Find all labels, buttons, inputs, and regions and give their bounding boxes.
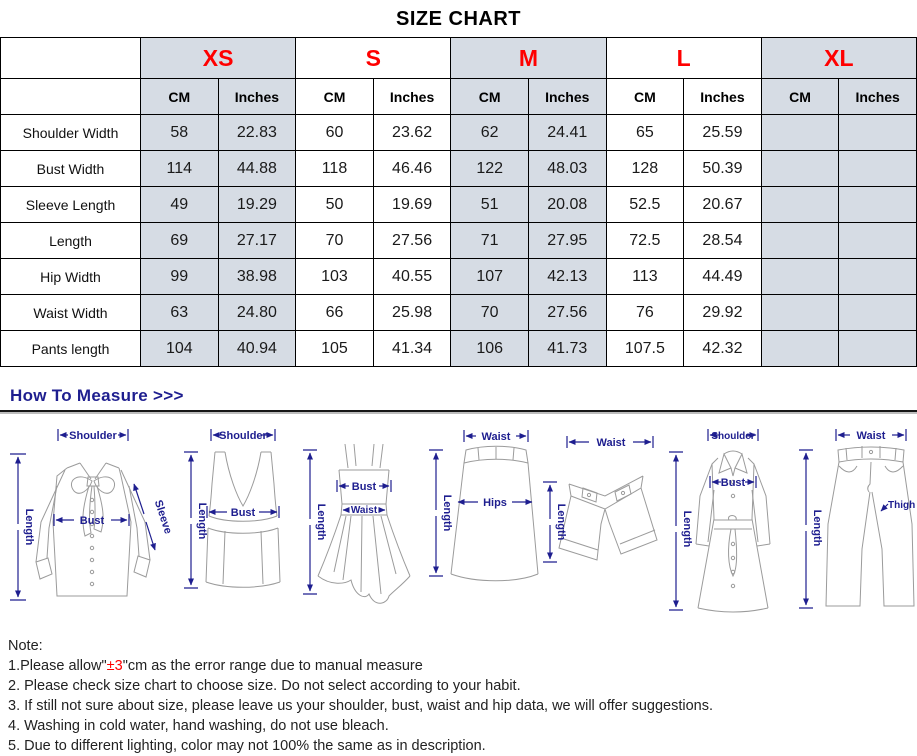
label-hips: Hips (483, 497, 507, 509)
value-cell: 99 (141, 259, 219, 295)
label-waist: Waist (481, 431, 511, 443)
value-cell (839, 295, 917, 331)
value-cell: 42.13 (528, 259, 606, 295)
table-row (1, 187, 917, 223)
value-cell: 24.80 (218, 295, 296, 331)
table-row (1, 115, 917, 151)
corner-cell (1, 38, 141, 79)
how-to-measure-heading: How To Measure >>> (10, 386, 184, 405)
value-cell: 25.59 (684, 115, 762, 151)
value-cell: 106 (451, 331, 529, 367)
blouse-drawing (6, 424, 181, 622)
row-label-cell: Pants length (1, 331, 141, 367)
coat-drawing (666, 424, 796, 622)
note-line-4: 4. Washing in cold water, hand washing, do not use bleach. (8, 718, 389, 734)
label-length: Length (196, 502, 208, 540)
unit-header-cell: Inches (684, 79, 762, 115)
unit-header-cell: CM (296, 79, 374, 115)
value-cell: 38.98 (218, 259, 296, 295)
value-cell: 105 (296, 331, 374, 367)
size-table (0, 37, 917, 367)
label-bust: Bust (720, 477, 746, 489)
value-cell: 60 (296, 115, 374, 151)
pants-drawing (796, 424, 916, 622)
notes-heading: Note: (8, 638, 43, 654)
value-cell: 40.55 (373, 259, 451, 295)
size-header-row (1, 38, 917, 79)
table-row (1, 295, 917, 331)
value-cell: 69 (141, 223, 219, 259)
value-cell: 50.39 (684, 151, 762, 187)
note-line-1-tolerance: ±3 (106, 658, 123, 674)
note-line-5: 5. Due to different lighting, color may not 100% the same as in description. (8, 738, 486, 754)
note-line-1 (8, 656, 917, 676)
value-cell: 24.41 (528, 115, 606, 151)
label-bust: Bust (79, 515, 105, 527)
unit-header-cell: Inches (373, 79, 451, 115)
value-cell: 41.34 (373, 331, 451, 367)
size-header-m: M (451, 38, 606, 79)
value-cell: 20.67 (684, 187, 762, 223)
value-cell (839, 259, 917, 295)
value-cell: 44.49 (684, 259, 762, 295)
value-cell: 27.56 (528, 295, 606, 331)
divider-rule (0, 410, 917, 414)
label-bust: Bust (230, 507, 256, 519)
value-cell: 27.95 (528, 223, 606, 259)
unit-header-cell: Inches (218, 79, 296, 115)
value-cell: 27.56 (373, 223, 451, 259)
value-cell: 107.5 (606, 331, 684, 367)
label-thigh: Thigh (888, 500, 916, 511)
value-cell: 63 (141, 295, 219, 331)
value-cell (839, 223, 917, 259)
label-length: Length (23, 508, 35, 546)
corner-cell (1, 79, 141, 115)
value-cell: 76 (606, 295, 684, 331)
label-waist: Waist (856, 430, 886, 442)
label-waist: Waist (596, 437, 626, 449)
value-cell: 70 (451, 295, 529, 331)
value-cell: 42.32 (684, 331, 762, 367)
tank-top-drawing (181, 424, 301, 622)
value-cell: 65 (606, 115, 684, 151)
value-cell: 22.83 (218, 115, 296, 151)
value-cell: 122 (451, 151, 529, 187)
label-waist: Waist (350, 505, 378, 516)
value-cell: 118 (296, 151, 374, 187)
label-length: Length (441, 494, 453, 532)
value-cell: 40.94 (218, 331, 296, 367)
value-cell: 23.62 (373, 115, 451, 151)
notes-section (8, 636, 917, 756)
label-length: Length (681, 510, 693, 548)
value-cell (761, 223, 839, 259)
value-cell: 29.92 (684, 295, 762, 331)
value-cell: 49 (141, 187, 219, 223)
label-sleeve: Sleeve (151, 498, 174, 536)
value-cell: 51 (451, 187, 529, 223)
value-cell: 41.73 (528, 331, 606, 367)
page-title: SIZE CHART (396, 8, 521, 30)
value-cell: 48.03 (528, 151, 606, 187)
value-cell: 20.08 (528, 187, 606, 223)
value-cell: 27.17 (218, 223, 296, 259)
note-line-3: 3. If still not sure about size, please leave us your shoulder, bust, waist and hip data, we will offer suggestions. (8, 698, 713, 714)
unit-header-row (1, 79, 917, 115)
label-bust: Bust (351, 481, 377, 493)
table-row (1, 331, 917, 367)
value-cell (839, 115, 917, 151)
value-cell (761, 187, 839, 223)
value-cell (761, 115, 839, 151)
dress-drawing (301, 424, 426, 622)
value-cell: 44.88 (218, 151, 296, 187)
value-cell (839, 151, 917, 187)
label-length: Length (811, 509, 823, 547)
label-shoulder: Shoulder (219, 430, 267, 442)
label-shoulder: Shoulder (711, 431, 755, 442)
value-cell: 70 (296, 223, 374, 259)
value-cell (761, 151, 839, 187)
table-row (1, 223, 917, 259)
value-cell: 103 (296, 259, 374, 295)
value-cell: 19.29 (218, 187, 296, 223)
row-label-cell: Sleeve Length (1, 187, 141, 223)
shorts-drawing (541, 424, 666, 622)
measure-diagrams (0, 424, 917, 624)
label-shoulder: Shoulder (69, 430, 117, 442)
unit-header-cell: Inches (839, 79, 917, 115)
value-cell (761, 331, 839, 367)
value-cell: 25.98 (373, 295, 451, 331)
label-length: Length (315, 503, 327, 541)
row-label-cell: Bust Width (1, 151, 141, 187)
value-cell: 71 (451, 223, 529, 259)
unit-header-cell: CM (451, 79, 529, 115)
value-cell: 128 (606, 151, 684, 187)
value-cell: 113 (606, 259, 684, 295)
value-cell: 104 (141, 331, 219, 367)
note-line-1-pre: 1.Please allow" (8, 658, 107, 674)
table-row (1, 151, 917, 187)
value-cell (839, 331, 917, 367)
size-header-s: S (296, 38, 451, 79)
size-header-xs: XS (141, 38, 296, 79)
unit-header-cell: CM (606, 79, 684, 115)
note-line-2: 2. Please check size chart to choose size. Do not select according to your habit. (8, 678, 521, 694)
unit-header-cell: CM (761, 79, 839, 115)
value-cell (839, 187, 917, 223)
value-cell: 72.5 (606, 223, 684, 259)
value-cell (761, 259, 839, 295)
size-header-xl: XL (761, 38, 916, 79)
value-cell: 114 (141, 151, 219, 187)
row-label-cell: Length (1, 223, 141, 259)
value-cell: 58 (141, 115, 219, 151)
value-cell (761, 295, 839, 331)
row-label-cell: Shoulder Width (1, 115, 141, 151)
value-cell: 52.5 (606, 187, 684, 223)
value-cell: 50 (296, 187, 374, 223)
label-length: Length (555, 503, 567, 541)
value-cell: 19.69 (373, 187, 451, 223)
note-line-1-post: "cm as the error range due to manual measure (122, 658, 423, 674)
value-cell: 28.54 (684, 223, 762, 259)
size-header-l: L (606, 38, 761, 79)
value-cell: 66 (296, 295, 374, 331)
row-label-cell: Waist Width (1, 295, 141, 331)
unit-header-cell: CM (141, 79, 219, 115)
row-label-cell: Hip Width (1, 259, 141, 295)
value-cell: 107 (451, 259, 529, 295)
table-row (1, 259, 917, 295)
skirt-drawing (426, 424, 541, 622)
unit-header-cell: Inches (528, 79, 606, 115)
value-cell: 46.46 (373, 151, 451, 187)
value-cell: 62 (451, 115, 529, 151)
